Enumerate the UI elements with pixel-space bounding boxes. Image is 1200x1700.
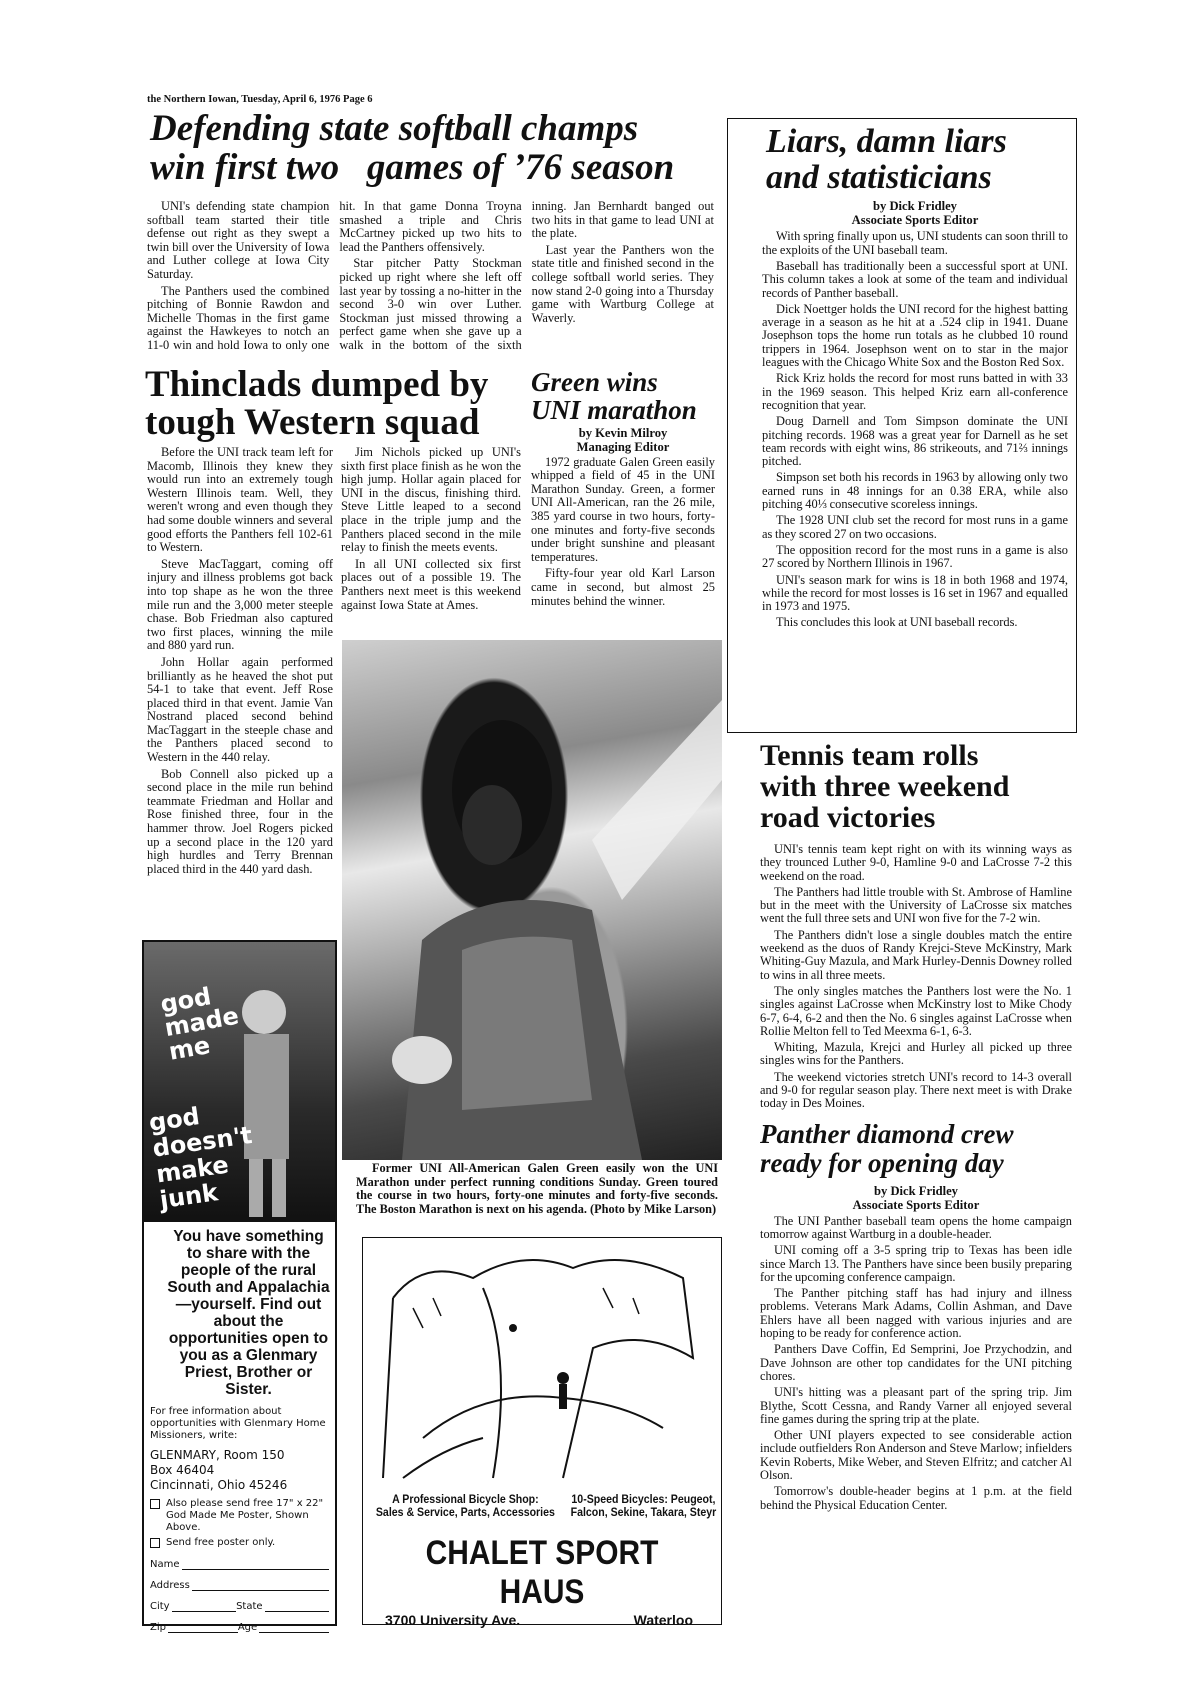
- headline-line: UNI marathon: [531, 395, 697, 426]
- article-paragraph: Whiting, Mazula, Krejci and Hurley all picked up three singles wins for the Panthers.: [760, 1040, 1072, 1068]
- track-column-2: [341, 446, 521, 615]
- article-paragraph: UNI's hitting was a pleasant part of the spring trip. Jim Blythe, Scott Cessna, and Randy Varner all enjoyed several fine games during the spring trip at the plate.: [760, 1385, 1072, 1426]
- address-field[interactable]: [150, 1580, 329, 1591]
- byline-name: by Dick Fridley: [874, 1183, 958, 1198]
- option-poster[interactable]: [150, 1498, 329, 1534]
- byline: [760, 1184, 1072, 1212]
- headline-line: ready for opening day: [760, 1147, 1004, 1178]
- article-paragraph: The Panther pitching staff has had injury and illness problems. Veterans Mark Adams, Collin Ashman, and Dave Ehlers have all been nagged with various injuries and are hoping to be ready for conference action.: [760, 1286, 1072, 1341]
- right-column-flow: [760, 740, 1072, 1515]
- headline-line: Liars, damn liars: [766, 123, 1007, 160]
- field-label: State: [236, 1601, 263, 1612]
- headline-line: tough Western squad: [145, 401, 480, 443]
- article-paragraph: UNI's defending state champion softball team started their title defense out right as they swept a twin bill over the University of Iowa and Luther college at Iowa City Saturday.: [147, 199, 330, 281]
- liars-article: [762, 124, 1068, 633]
- article-paragraph: John Hollar again performed brilliantly as he heaved the shot put 54-1 to take that event. Jeff Rose placed third in that event. Jamie Van Nostrand placed second behind MacTaggart in the steeple chase and the Panthers placed second to Western in the 440 relay.: [147, 654, 333, 765]
- article-paragraph: UNI's tennis team kept right on with its winning ways as they trounced Luther 9-0, Hamline 9-0 and LaCrosse 7-2 this weekend on the road.: [760, 842, 1072, 883]
- headline-line: Tennis team rolls: [760, 739, 979, 772]
- byline: [762, 199, 1068, 227]
- byline-name: by Kevin Milroy: [578, 425, 668, 440]
- field-label: City: [150, 1601, 170, 1612]
- tennis-body: [760, 843, 1072, 1111]
- ad-text: 10-Speed Bicycles: Peugeot,: [571, 1494, 716, 1506]
- runner-photo-illustration: [342, 640, 722, 1160]
- headline-line: Green wins: [531, 367, 658, 397]
- article-paragraph: This concludes this look at UNI baseball records.: [776, 615, 1018, 630]
- headline-line: win first two games of ’76 season: [150, 146, 675, 188]
- article-paragraph: UNI coming off a 3-5 spring trip to Texas has been idle since March 13. The Panthers have since been busily preparing for the upcoming conference campaign.: [760, 1243, 1072, 1284]
- article-paragraph: Fifty-four year old Karl Larson came in second, but almost 25 minutes behind the winner.: [531, 566, 715, 608]
- ad-address: [150, 1448, 329, 1493]
- field-label: Address: [150, 1580, 190, 1591]
- article-paragraph: With spring finally upon us, UNI students can soon thrill to the exploits of the UNI baseball team.: [762, 229, 1068, 257]
- track-column-1: [147, 446, 333, 879]
- bicycle-illustration: [363, 1238, 719, 1488]
- article-paragraph: The UNI Panther baseball team opens the home campaign tomorrow against Wartburg in a double-header.: [760, 1213, 1072, 1241]
- field-label: Age: [237, 1622, 258, 1633]
- article-paragraph: In all UNI collected six first places out of a possible 19. The Panthers next meet is this weekend against Iowa State at Ames.: [341, 556, 521, 612]
- article-paragraph: Steve MacTaggart, coming off injury and illness problems got back into top shape as he won the three mile run and the 3,000 meter steeple chase. Bob Friedman also captured two first places, winning the mile and 880 yard run.: [147, 556, 333, 653]
- article-paragraph: Panthers Dave Coffin, Ed Semprini, Joe Przychodzin, and Dave Johnson are other top candidates for the UNI pitching chores.: [760, 1342, 1072, 1383]
- headline-line: road victories: [760, 801, 936, 834]
- article-paragraph: The Panthers didn't lose a single doubles match the entire weekend as the duos of Randy Krejci-Steve McKinstry, Mark Whiting-Guy Mazula, and Mark Hurley-Dennis Downey rolled to wins in all three meets.: [760, 927, 1072, 982]
- checkbox[interactable]: [150, 1499, 160, 1509]
- baseball-body: [760, 1215, 1072, 1512]
- article-paragraph: Tomorrow's double-header begins at 1 p.m. at the field behind the Physical Education Center.: [760, 1484, 1072, 1512]
- byline-title: Associate Sports Editor: [852, 1197, 980, 1212]
- checkbox[interactable]: [150, 1538, 160, 1548]
- ad-details: [363, 1488, 725, 1520]
- article-paragraph: Doug Darnell and Tom Simpson dominate the UNI pitching records. 1968 was a great year for Darnell as he set team records with eight wins, 86 strikeouts, and 71⅔ innings pitched.: [762, 414, 1068, 469]
- option-poster-only[interactable]: [150, 1537, 329, 1549]
- article-paragraph: Baseball has traditionally been a successful sport at UNI. This column takes a look at some of the team and individual records of Panther baseball.: [762, 258, 1068, 300]
- article-paragraph: Simpson set both his records in 1963 by allowing only two earned runs in 48 innings for an 0.38 ERA, while also pitching 40⅓ consecutive scoreless innings.: [762, 470, 1068, 512]
- article-paragraph: The Panthers used the combined pitching of Bonnie Rawdon and Michelle Thomas in the first game against the Hawkeyes to notch an 11-0 win and hold Iowa to only one hit. In that game Donna Troyna smashed a triple and Chris McCartney picked up two hits to lead the Panthers offensively.: [147, 199, 522, 352]
- ad-photo-text: god doesn't make junk: [147, 1102, 254, 1215]
- option-label: Send free poster only.: [166, 1537, 276, 1548]
- article-paragraph: Last year the Panthers won the state title and finished second in the college softball world series. They now stand 2-0 going into a Thursday game with Wartburg College at Waverly.: [531, 242, 714, 325]
- dateline: the Northern Iowan, Tuesday, April 6, 1976 Page 6: [147, 94, 373, 105]
- headline-line: with three weekend: [760, 770, 1010, 803]
- ad-info: For free information about opportunities with Glenmary Home Missioners, write:: [150, 1406, 326, 1441]
- city-state-field[interactable]: [150, 1601, 329, 1612]
- marathon-article: [531, 368, 715, 611]
- byline: [531, 426, 715, 454]
- article-paragraph: The opposition record for the most runs in a game is also 27 scored by Northern Illinois in 1967.: [762, 542, 1068, 571]
- article-paragraph: Other UNI players expected to see considerable action include outfielders Ron Anderson and Steve Marlow; infielders Kevin Roberts, Mike Weber, and Steven Elfritz; and catcher Al Olson.: [760, 1428, 1072, 1482]
- shop-name: CHALET SPORT HAUS: [425, 1534, 659, 1611]
- ad-photo: [144, 942, 335, 1222]
- ad-copy: [144, 1222, 335, 1398]
- field-label: Name: [150, 1559, 180, 1570]
- ad-text: A Professional Bicycle Shop:: [392, 1494, 539, 1506]
- shop-address: [363, 1612, 721, 1628]
- byline-name: by Dick Fridley: [873, 199, 957, 214]
- city-text: Waterloo: [633, 1612, 693, 1628]
- headline-line: and statisticians: [766, 158, 992, 196]
- article-paragraph: Rick Kriz holds the record for most runs batted in with 33 in the 1969 season. This helped Kriz earn all-conference recognition that year.: [762, 371, 1068, 412]
- marathon-photo: [342, 640, 722, 1160]
- track-headline: [145, 366, 530, 441]
- headline-line: Thinclads dumped by: [145, 364, 489, 405]
- article-paragraph: Jim Nichols picked up UNI's sixth first place finish as he won the high jump. Hollar again placed for UNI in the discus, finishing third. Steve Little leaped to a second place in the triple jump and the Panthers placed second in the mile relay to finish the meets events.: [341, 445, 521, 555]
- headline-line: Defending state softball champs: [150, 108, 639, 149]
- article-paragraph: 1972 graduate Galen Green easily whipped a field of 45 in the UNI Marathon Sunday. Green, a former UNI All-American, ran the 26 mile, 385 yard course in two hours, forty-one minutes and forty-five seconds under bright sunshine and pleasant temperatures.: [531, 454, 715, 564]
- address-line: Box 46404: [150, 1463, 215, 1477]
- address-line: Cincinnati, Ohio 45246: [150, 1478, 288, 1492]
- article-paragraph: The Panthers had little trouble with St. Ambrose of Hamline but in the meet with the University of LaCrosse six matches went the full three sets and UNI won five for the 7-2 win.: [760, 884, 1072, 926]
- headline-line: Panther diamond crew: [760, 1118, 1014, 1149]
- ad-pitch: You have something to share with the people of the rural South and Appalachia—yourself. Find out about the opportunities open to you as a Glenmary Priest, Brother or Sister.: [167, 1228, 330, 1398]
- ad-text: Falcon, Sekine, Takara, Steyr: [570, 1507, 717, 1519]
- article-paragraph: The 1928 UNI club set the record for most runs in a game as they scored 27 on two occasions.: [762, 513, 1068, 541]
- baseball-article: [760, 1120, 1072, 1515]
- tennis-article: [760, 740, 1072, 1114]
- ad-photo-text: god made me: [158, 982, 241, 1066]
- liars-body: [762, 230, 1068, 629]
- softball-headline: [150, 110, 720, 188]
- ad-form: [144, 1398, 335, 1633]
- byline-title: Associate Sports Editor: [851, 213, 979, 228]
- field-label: Zip: [150, 1622, 166, 1633]
- marathon-body: [531, 456, 715, 609]
- softball-article-body: [147, 200, 714, 362]
- article-paragraph: UNI's season mark for wins is 18 in both 1968 and 1974, while the record for most losses is 16 set in 1967 and equalled in 1973 and 1975.: [762, 572, 1068, 614]
- option-label: Also please send free 17" x 22" God Made Me Poster, Shown Above.: [166, 1498, 324, 1533]
- photo-caption: Former UNI All-American Galen Green easily won the UNI Marathon under perfect running conditions Sunday. Green toured the course in two hours, forty-one minutes and forty-five seconds. The Boston Marathon is next on his agenda. (Photo by Mike Larson): [356, 1161, 718, 1216]
- ad-text: Sales & Service, Parts, Accessories: [375, 1507, 555, 1519]
- name-field[interactable]: [150, 1559, 329, 1570]
- chalet-sport-haus-ad: [362, 1237, 722, 1628]
- article-paragraph: Bob Connell also picked up a second place in the mile run behind teammate Friedman and Hollar and Rose finished three, four in the hammer throw. Joel Rogers picked up a second place in the 120 yard high hurdles and Terry Brennan placed third in the 440 yard dash.: [147, 766, 333, 876]
- article-paragraph: Before the UNI track team left for Macomb, Illinois they knew they would run into an extremely tough Western Illinois team. Well, they weren't wrong and even though they had some double winners and several good efforts the Panthers fell 102-61 to Western.: [147, 445, 333, 555]
- article-paragraph: Star pitcher Patty Stockman picked up right where she left off last year by tossing a no-hitter in the second 3-0 win over Luther. Stockman just missed throwing a perfect game when she gave up a walk in the bottom of the sixth inning. Jan Bernhardt banged out two hits in that game to lead UNI at the plate.: [339, 199, 714, 352]
- byline-title: Managing Editor: [576, 439, 670, 454]
- address-text: 3700 University Ave.: [385, 1612, 521, 1628]
- article-paragraph: The only singles matches the Panthers lost were the No. 1 singles against LaCrosse when McKinstry lost to Mike Chody 6-7, 6-4, 6-2 and then the No. 6 singles against LaCrosse when Rollie Melton fell to Ted Meexma 6-1, 6-3.: [760, 983, 1072, 1038]
- article-paragraph: The weekend victories stretch UNI's record to 14-3 overall and 9-0 for regular season play. There next meet is with Drake today in Des Moines.: [760, 1069, 1072, 1111]
- zip-age-field[interactable]: [150, 1622, 329, 1633]
- address-line: GLENMARY, Room 150: [150, 1448, 285, 1462]
- article-paragraph: Dick Noettger holds the UNI record for the highest batting average in a season as he hit at a .524 clip in 1941. Duane Josephson tops the home run totals as he clubbed 10 round trippers in 1964. Josephson went on to star in the major leagues with the Chicago White Sox and the Boston Red Sox.: [762, 301, 1068, 370]
- glenmary-ad: [142, 940, 337, 1633]
